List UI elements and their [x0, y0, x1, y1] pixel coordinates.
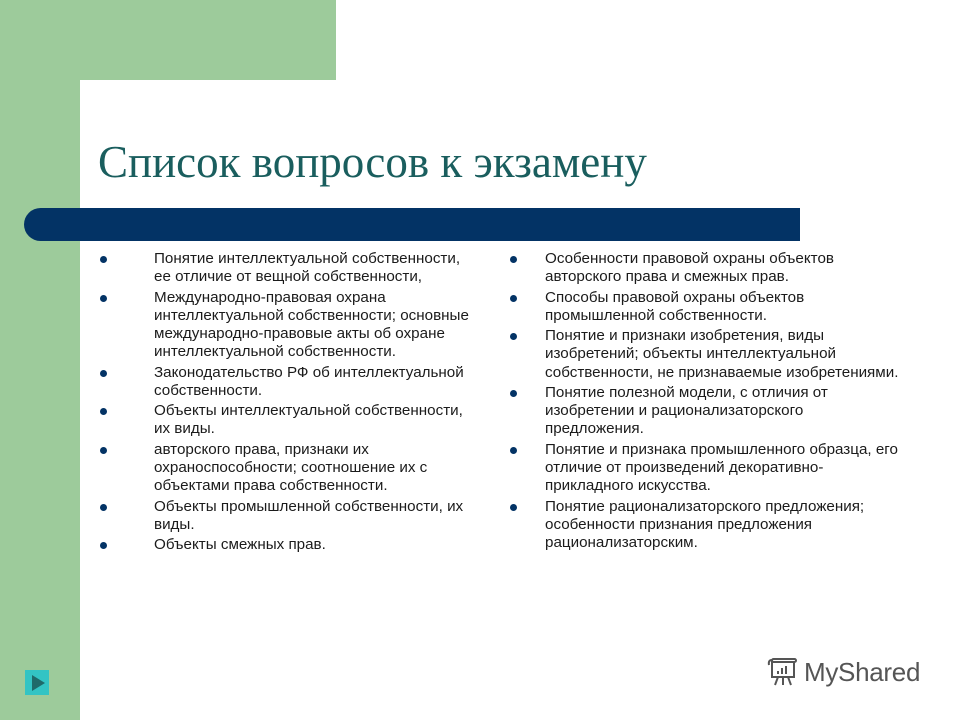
- slide-title: Список вопросов к экзамену: [98, 137, 647, 187]
- list-item: Объекты интеллектуальной собственности, их виды.: [100, 402, 480, 438]
- list-item: Понятие и признака промышленного образца, его отличие от произведений декоративно-прикладного искусства.: [505, 441, 905, 496]
- bullet-icon: [510, 390, 517, 397]
- play-triangle-icon: [32, 675, 45, 691]
- left-question-list: [100, 250, 480, 557]
- list-item: Понятие полезной модели, с отличия от изобретении и рационализаторского предложения.: [505, 384, 905, 439]
- bullet-icon: [510, 295, 517, 302]
- right-question-list: [505, 250, 905, 554]
- bullet-icon: [510, 504, 517, 511]
- list-item: Понятие рационализаторского предложения; особенности признания предложения рационализаторским.: [505, 498, 905, 553]
- bullet-icon: [100, 504, 107, 511]
- bullet-icon: [510, 447, 517, 454]
- list-item: Способы правовой охраны объектов промышленной собственности.: [505, 289, 905, 325]
- list-item: Понятие и признаки изобретения, виды изобретений; объекты интеллектуальной собственности, не признаваемые изобретениями.: [505, 327, 905, 382]
- list-item: Объекты смежных прав.: [100, 536, 480, 554]
- bullet-icon: [100, 295, 107, 302]
- bullet-icon: [510, 256, 517, 263]
- list-item: авторского права, признаки их охраноспособности; соотношение их с объектами права собственности.: [100, 441, 480, 496]
- list-item: Объекты промышленной собственности, их виды.: [100, 498, 480, 534]
- bullet-icon: [100, 370, 107, 377]
- bullet-icon: [100, 408, 107, 415]
- list-item: Особенности правовой охраны объектов авторского права и смежных прав.: [505, 250, 905, 286]
- decorative-green-left: [0, 0, 80, 720]
- list-item: Понятие интеллектуальной собственности, ее отличие от вещной собственности,: [100, 250, 480, 286]
- list-item: Законодательство РФ об интеллектуальной собственности.: [100, 364, 480, 400]
- bullet-icon: [100, 542, 107, 549]
- myshared-watermark: [766, 655, 920, 689]
- presentation-board-icon: [766, 655, 800, 689]
- next-slide-button[interactable]: [25, 670, 49, 695]
- bullet-icon: [100, 256, 107, 263]
- bullet-icon: [100, 447, 107, 454]
- title-underline-bar: [24, 208, 800, 241]
- watermark-text: MyShared: [804, 656, 921, 687]
- bullet-icon: [510, 333, 517, 340]
- list-item: Международно-правовая охрана интеллектуальной собственности; основные международно-правовые акты об охране интеллектуальной собственности.: [100, 289, 480, 362]
